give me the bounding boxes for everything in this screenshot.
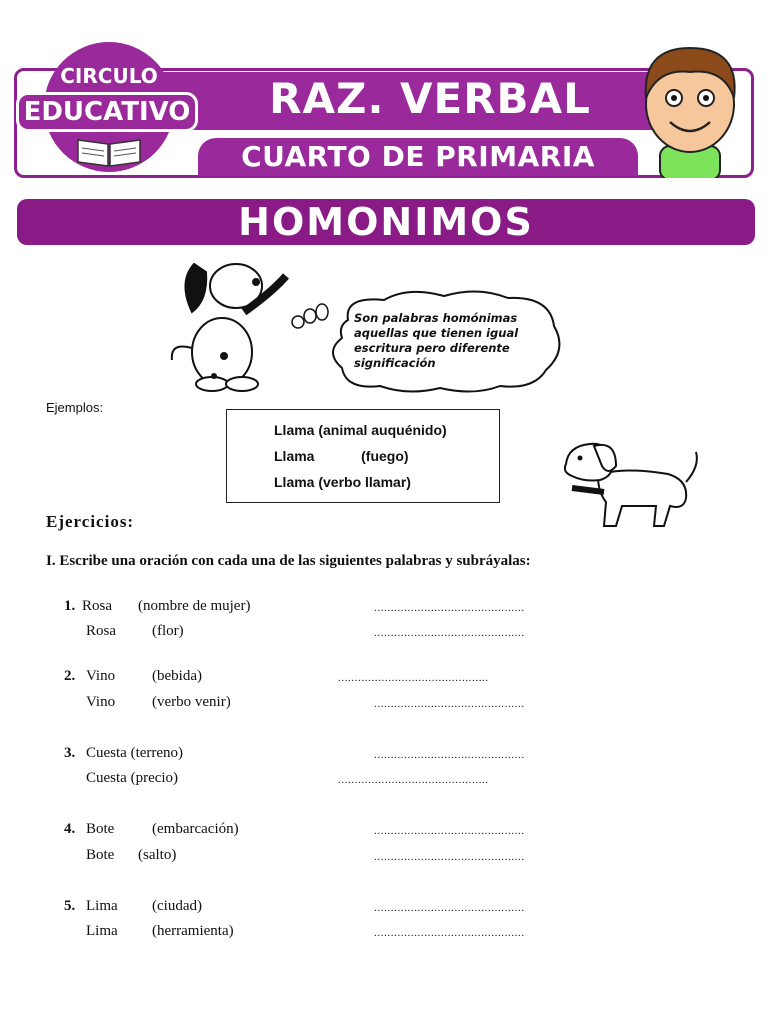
item-number: 1. <box>64 598 76 614</box>
item-word: Bote <box>86 847 115 863</box>
logo-main-text: EDUCATIVO <box>16 92 198 132</box>
header-title: RAZ. VERBAL <box>269 74 591 123</box>
item-word: Cuesta (terreno) <box>86 745 184 761</box>
answer-line[interactable]: ............................................. <box>374 927 525 939</box>
item-meaning: (nombre de mujer) <box>138 598 251 614</box>
item-meaning: (ciudad) <box>152 898 202 914</box>
answer-line[interactable]: ............................................. <box>374 851 525 863</box>
example-line: Llama (fuego) <box>274 448 409 464</box>
item-meaning: (bebida) <box>152 668 202 684</box>
definition-line: Son palabras homónimas <box>354 311 518 325</box>
boy-cartoon-icon <box>632 38 748 178</box>
answer-line[interactable]: ............................................. <box>374 698 525 710</box>
answer-line[interactable]: ............................................. <box>374 602 525 614</box>
item-word: Bote <box>86 821 115 837</box>
dog-pointing-icon <box>164 252 304 394</box>
answer-line[interactable]: ............................................. <box>374 749 525 761</box>
book-icon <box>74 134 144 168</box>
item-meaning: (salto) <box>138 847 177 863</box>
item-number: 3. <box>64 745 76 761</box>
example-line: Llama (verbo llamar) <box>274 474 411 490</box>
header-subtitle: CUARTO DE PRIMARIA <box>241 140 595 173</box>
answer-line[interactable]: ............................................. <box>374 825 525 837</box>
definition-line: significación <box>354 356 436 370</box>
item-word: Vino <box>86 668 116 684</box>
item-word: Rosa <box>82 598 112 614</box>
item-word: Rosa <box>86 623 116 639</box>
item-meaning: (flor) <box>152 623 184 639</box>
item-meaning: (herramienta) <box>152 923 234 939</box>
item-word: Cuesta (precio) <box>86 770 179 786</box>
definition-line: escritura pero diferente <box>354 341 510 355</box>
item-meaning: (verbo venir) <box>152 694 231 710</box>
answer-line[interactable]: ............................................. <box>338 774 489 786</box>
item-number: 5. <box>64 898 76 914</box>
exercises-label: Ejercicios: <box>46 512 135 531</box>
item-number: 2. <box>64 668 76 684</box>
item-word: Vino <box>86 694 116 710</box>
answer-line[interactable]: ............................................. <box>338 672 489 684</box>
item-number: 4. <box>64 821 76 837</box>
definition-line: aquellas que tienen igual <box>354 326 519 340</box>
instruction-text: I. Escribe una oración con cada una de las siguientes palabras y subráyalas: <box>46 553 531 569</box>
answer-line[interactable]: ............................................. <box>374 627 525 639</box>
definition-text <box>354 311 544 371</box>
item-word: Lima <box>86 898 118 914</box>
example-line: Llama (animal auquénido) <box>274 422 447 438</box>
examples-label: Ejemplos: <box>46 400 104 415</box>
dog-walking-icon <box>558 436 706 532</box>
page-title: HOMONIMOS <box>238 200 534 244</box>
item-word: Lima <box>86 923 118 939</box>
logo-top-text: CIRCULO <box>60 64 158 88</box>
answer-line[interactable]: ............................................. <box>374 902 525 914</box>
item-meaning: (embarcación) <box>152 821 239 837</box>
